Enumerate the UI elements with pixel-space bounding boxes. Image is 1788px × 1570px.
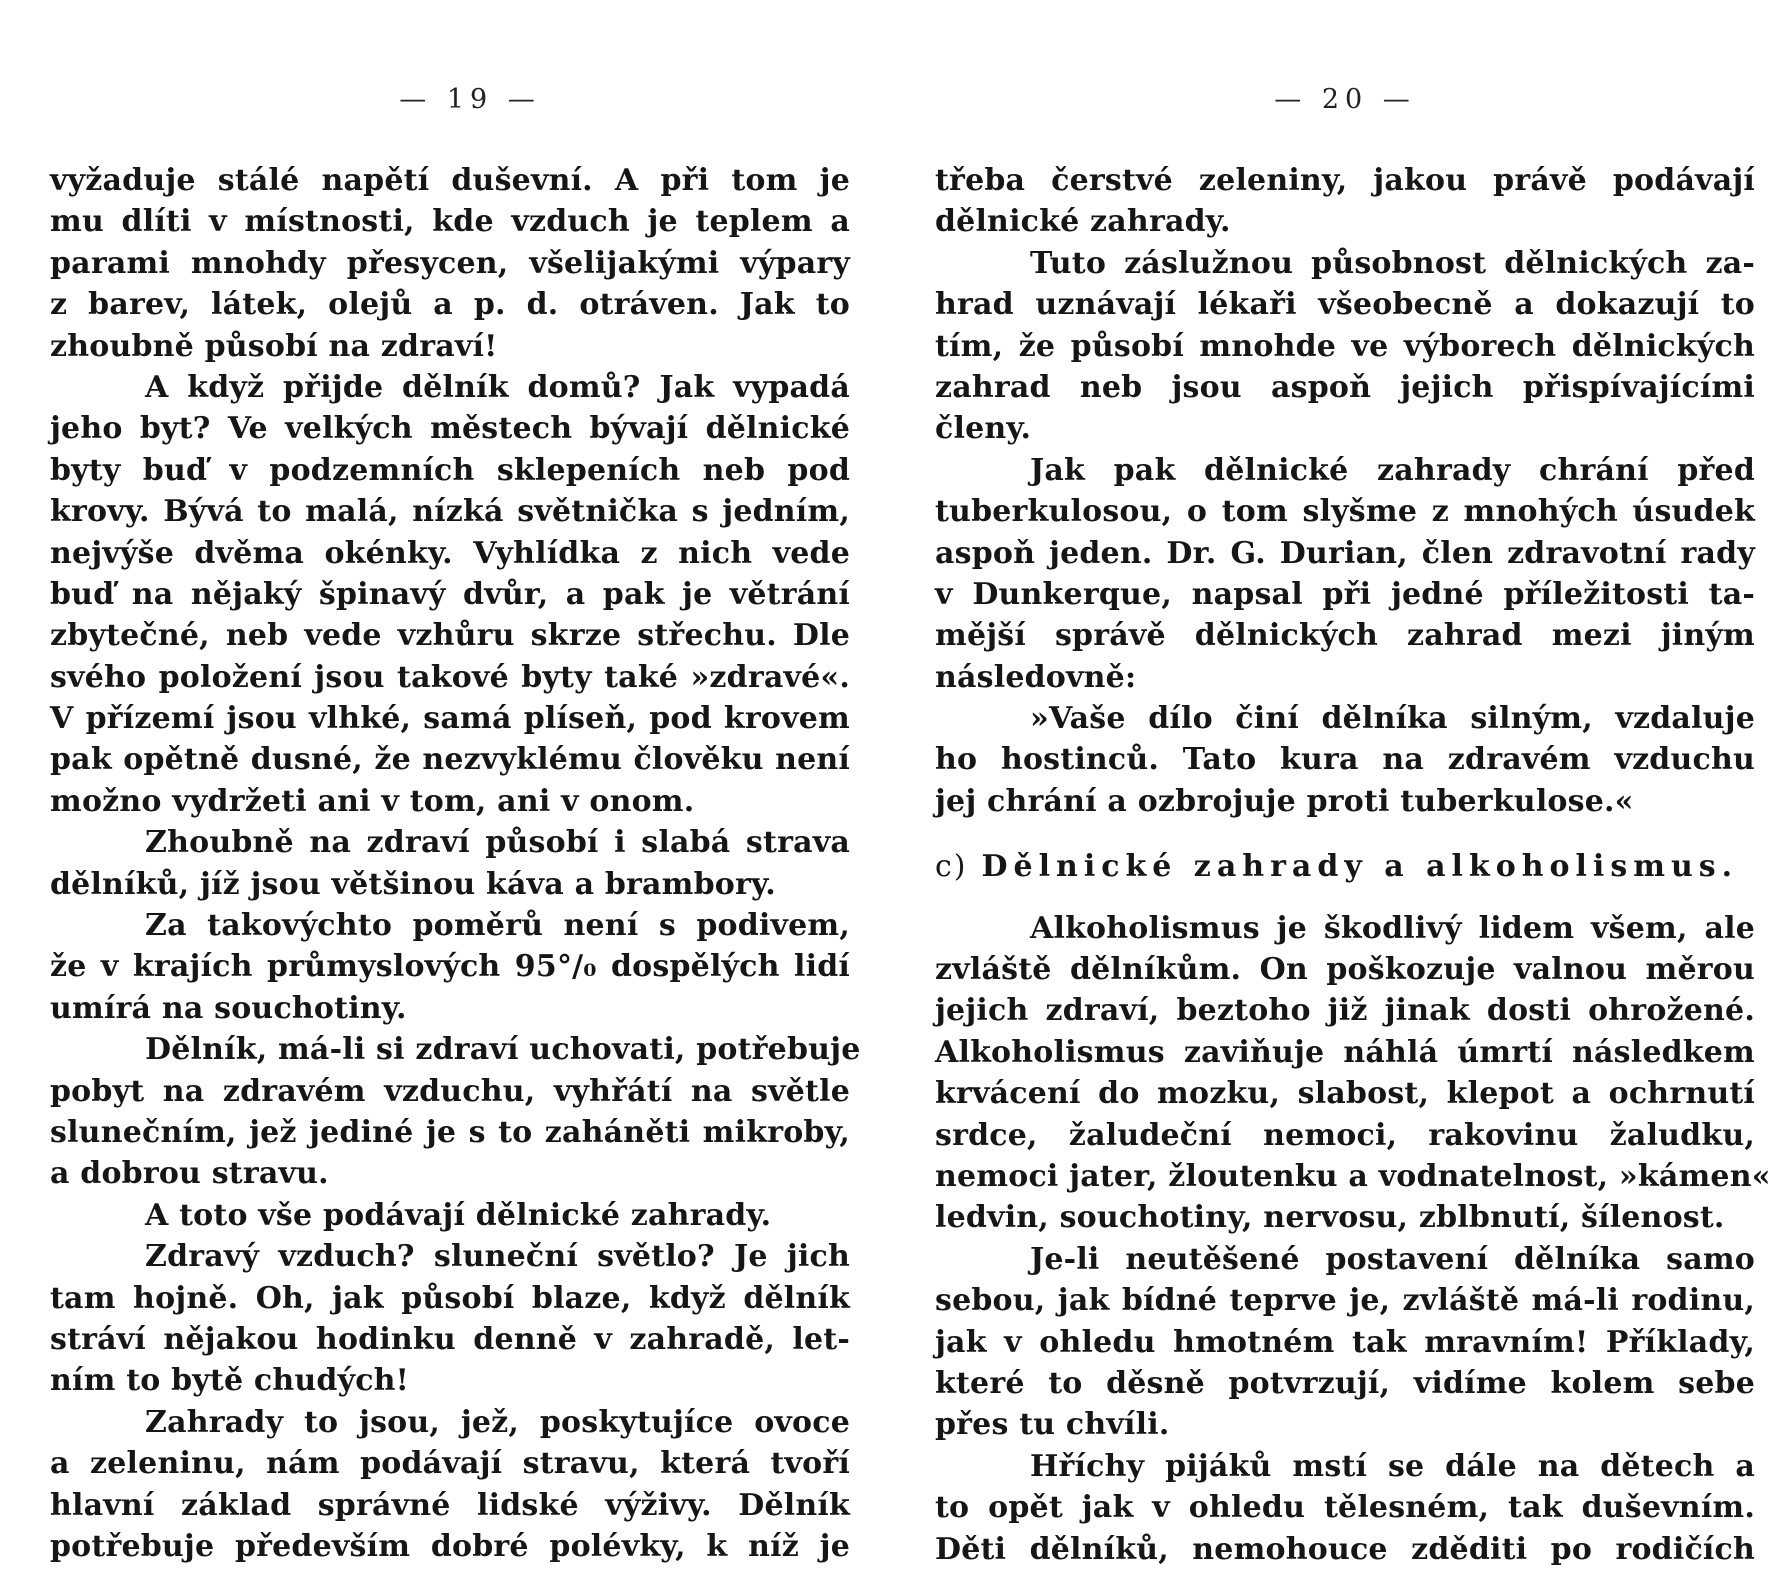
text-line: zhoubně působí na zdraví! — [50, 328, 498, 364]
text-line: tuberkulosou, o tom slyšme z mnohých úsudek — [935, 494, 1755, 530]
text-line: srdce, žaludeční nemoci, rakovinu žaludku, — [935, 1117, 1755, 1153]
text-line: a zeleninu, nám podávají stravu, která tvoří — [50, 1446, 850, 1482]
text-line: byty buď v podzemních sklepeních neb pod — [50, 452, 850, 488]
spacer — [935, 822, 1755, 842]
text-line: parami mnohdy přesycen, všelijakými výpary — [50, 245, 850, 281]
section-heading-prefix: c) — [935, 849, 968, 885]
section-heading-text: Dělnické zahrady a alkoholismus. — [981, 849, 1739, 885]
text-line: Alkoholismus zaviňuje náhlá úmrtí následkem — [935, 1034, 1755, 1070]
text-line: dělníků, jíž jsou většinou káva a brambory. — [50, 866, 776, 902]
text-line: »Vaše dílo činí dělníka silným, vzdaluje — [1030, 701, 1755, 737]
text-line: Jak pak dělnické zahrady chrání před — [1030, 452, 1755, 488]
text-line: členy. — [935, 411, 1032, 447]
text-line: hlavní základ správné lidské výživy. Dělník — [50, 1487, 850, 1523]
text-line: tam hojně. Oh, jak působí blaze, když dělník — [50, 1280, 850, 1316]
text-line: zvláště dělníkům. On poškozuje valnou měrou — [935, 952, 1755, 988]
text-line: Hříchy pijáků mstí se dále na dětech a — [1030, 1448, 1755, 1484]
text-line: krovy. Bývá to malá, nízká světnička s jedním, — [50, 494, 850, 530]
text-line: nejvýše dvěma okénky. Vyhlídka z nich vede — [50, 535, 850, 571]
text-line: ho hostinců. Tato kura na zdravém vzduchu — [935, 742, 1755, 778]
text-line: z barev, látek, olejů a p. d. otráven. Jak to — [50, 287, 850, 323]
text-line: stráví nějakou hodinku denně v zahradě, let- — [50, 1321, 850, 1357]
text-line: ledvin, souchotiny, nervosu, zblbnutí, šílenost. — [935, 1200, 1725, 1236]
text-line: jak v ohledu hmotném tak mravním! Příklady, — [935, 1324, 1755, 1360]
text-line: zahrad neb jsou aspoň jejich přispívajícími — [935, 369, 1755, 405]
text-line: mější správě dělnických zahrad mezi jiným — [935, 618, 1755, 654]
text-line: umírá na souchotiny. — [50, 990, 407, 1026]
text-line: dělnické zahrady. — [935, 204, 1231, 240]
text-line: zbytečné, neb vede vzhůru skrze střechu. Dle — [50, 618, 850, 654]
text-line: v Dunkerque, napsal při jedné příležitosti ta- — [935, 576, 1755, 612]
text-line: jeho byt? Ve velkých městech bývají dělnické — [50, 411, 850, 447]
text-line: pobyt na zdravém vzduchu, vyhřátí na světle — [50, 1073, 850, 1109]
page-text — [935, 160, 1771, 1570]
text-line: A když přijde dělník domů? Jak vypadá — [145, 369, 850, 405]
text-line: hrad uznávají lékaři všeobecně a dokazují to — [935, 287, 1755, 323]
text-line: následovně: — [935, 659, 1137, 695]
text-line: V přízemí jsou vlhké, samá plíseň, pod krovem — [50, 701, 850, 737]
text-line: přes tu chvíli. — [935, 1407, 1170, 1443]
left-page — [50, 0, 861, 1564]
section-heading — [935, 846, 1755, 887]
text-line: Alkoholismus je škodlivý lidem všem, ale — [1030, 910, 1755, 946]
text-line: svého položení jsou takové byty také »zdravé«. — [50, 659, 850, 695]
text-line: že v krajích průmyslových 95°/₀ dospělých lidí — [50, 949, 850, 985]
text-line: potřebuje především dobré polévky, k níž je — [50, 1528, 850, 1564]
text-line: Dělník, má-li si zdraví uchovati, potřebuje — [145, 1032, 861, 1068]
page-number: — 20 — — [1274, 84, 1416, 115]
text-line: krvácení do mozku, slabost, klepot a ochrnutí — [935, 1076, 1755, 1112]
page-number: — 19 — — [399, 84, 541, 115]
text-line: možno vydržeti ani v tom, ani v onom. — [50, 783, 695, 819]
text-line: jej chrání a ozbrojuje proti tuberkulose.« — [935, 783, 1634, 819]
text-line: Děti dělníků, nemohouce zděditi po rodičích — [935, 1531, 1755, 1567]
text-line: buď na nějaký špinavý dvůr, a pak je větrání — [50, 576, 850, 612]
text-line: A toto vše podávají dělnické zahrady. — [145, 1197, 772, 1233]
text-line: ním to bytě chudých! — [50, 1363, 410, 1399]
text-line: aspoň jeden. Dr. G. Durian, člen zdravotní rady — [935, 535, 1755, 571]
text-line: sebou, jak bídné teprve je, zvláště má-li rodinu, — [935, 1283, 1755, 1319]
text-line: Zhoubně na zdraví působí i slabá strava — [145, 825, 850, 861]
text-line: nemoci jater, žloutenku a vodnatelnost, »kámen« — [935, 1158, 1771, 1194]
text-line: a dobrou stravu. — [50, 1156, 329, 1192]
right-page — [935, 0, 1771, 1567]
text-line: Je-li neutěšené postavení dělníka samo — [1030, 1241, 1755, 1277]
text-line: to opět jak v ohledu tělesném, tak duševním. — [935, 1490, 1755, 1526]
text-line: Zdravý vzduch? sluneční světlo? Je jich — [145, 1239, 850, 1275]
text-line: tím, že působí mnohde ve výborech dělnických — [935, 328, 1755, 364]
text-line: pak opětně dusné, že nezvyklému člověku není — [50, 742, 850, 778]
text-line: třeba čerstvé zeleniny, jakou právě podávají — [935, 163, 1755, 198]
text-line: slunečním, jež jediné je s to zaháněti mikroby, — [50, 1114, 850, 1150]
text-line: které to děsně potvrzují, vidíme kolem sebe — [935, 1365, 1755, 1401]
text-line: mu dlíti v místnosti, kde vzduch je teplem a — [50, 204, 850, 240]
text-line: vyžaduje stálé napětí duševní. A při tom je — [50, 163, 850, 198]
text-line: Zahrady to jsou, jež, poskytujíce ovoce — [145, 1404, 850, 1440]
spacer — [935, 888, 1755, 908]
text-line: Tuto záslužnou působnost dělnických za- — [1030, 245, 1755, 281]
text-line: Za takovýchto poměrů není s podivem, — [145, 908, 850, 944]
text-line: jejich zdraví, beztoho již jinak dosti ohrožené. — [935, 993, 1755, 1029]
page-text — [50, 160, 861, 1567]
